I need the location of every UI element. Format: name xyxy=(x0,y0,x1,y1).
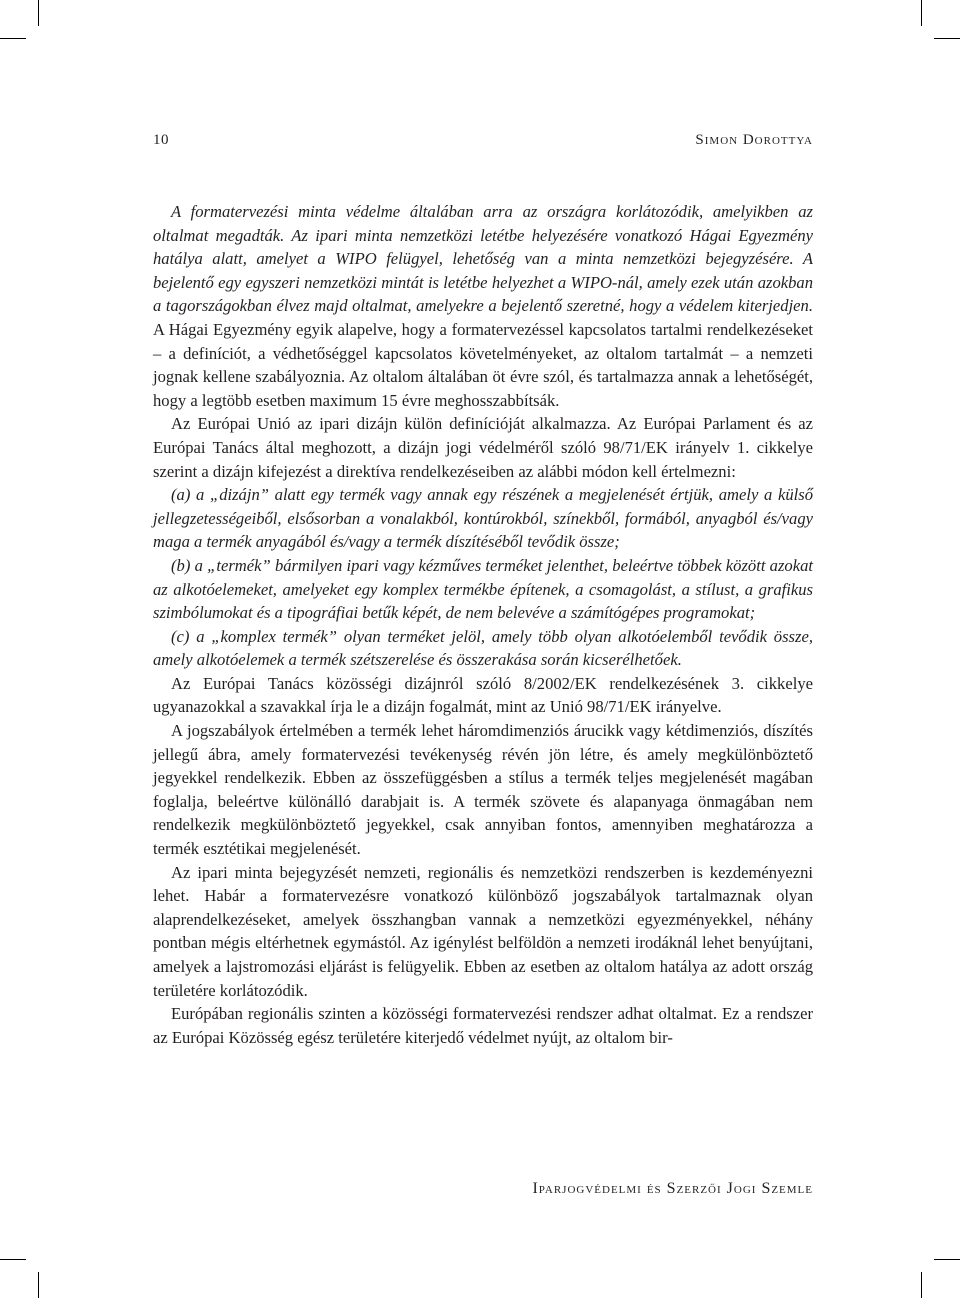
definition-c: (c) a „komplex termék” olyan terméket jelöl, amely több olyan alkotóelemből tevődik össze, amely alkotóelemek a termék szétszerelése és összerakása során kicserélhetőek. xyxy=(153,626,813,670)
definition-a: (a) a „dizájn” alatt egy termék vagy annak egy részének a megjelenését értjük, amely a külső jellegzetességeiből, elsősorban a vonalakból, kontúrokból, színekből, formából, anyagból és/vagy maga a termék anyagából és/vagy a termék díszítéséből tevődik össze; xyxy=(153,485,813,552)
paragraph-1 xyxy=(153,200,813,412)
page-number: 10 xyxy=(153,132,169,148)
paragraph-1-italic: A formatervezési minta védelme általában arra az országra korlátozódik, amelyikben az oltalmat megadták. Az ipari minta nemzetközi letétbe helyezésére vonatkozó Hágai Egyezmény hatálya alatt, amelyet a WIPO felügyel, lehetőség van a minta nemzetközi bejegyzésére. A bejelentő egy egyszeri nemzetközi mintát is letétbe helyezhet a WIPO-nál, amely ezek után azokban a tagországokban élvez majd oltalmat, amelyekre a bejelentő szeretné, hogy a védelem kiterjedjen. xyxy=(153,202,813,316)
crop-mark-bottom-left xyxy=(38,1272,39,1298)
crop-mark-bottom-left-h xyxy=(0,1259,26,1260)
paragraph-6: Európában regionális szinten a közösségi formatervezési rendszer adhat oltalmat. Ez a rendszer az Európai Közösség egész területére kiterjedő védelmet nyújt, az oltalom bir- xyxy=(153,1004,813,1047)
paragraph-2: Az Európai Unió az ipari dizájn külön definícióját alkalmazza. Az Európai Parlament és az Európai Tanács által meghozott, a dizájn jogi védelméről szóló 98/71/EK irányelv 1. cikkelye szerint a dizájn kifejezést a direktíva rendelkezéseiben az alábbi módon kell értelmezni: xyxy=(153,414,813,481)
crop-mark-top-left xyxy=(38,0,39,26)
crop-mark-bottom-right-h xyxy=(934,1259,960,1260)
paragraph-1-roman: A Hágai Egyezmény egyik alapelve, hogy a formatervezéssel kapcsolatos tartalmi rendelkezéseket – a definíciót, a védhetőséggel kapcsolatos követelményeket, az oltalom tartalmát – a nemzeti jognak kellene szabályoznia. Az oltalom általában öt évre szól, és tartalmazza annak a lehetőségét, hogy a legtöbb esetben maximum 15 évre meghosszabbítsák. xyxy=(153,319,813,410)
running-head xyxy=(153,132,813,149)
crop-mark-bottom-right xyxy=(921,1272,922,1298)
journal-title: Iparjogvédelmi és Szerzői Jogi Szemle xyxy=(532,1180,813,1197)
paragraph-4: A jogszabályok értelmében a termék lehet háromdimenziós árucikk vagy kétdimenziós, díszítés jellegű ábra, amely formatervezési tevékenység révén jön létre, és amely megkülönböztető jegyekkel rendelkezik. Ebben az összefüggésben a stílus a termék teljes megjelenését magában foglalja, beleértve különálló darabjait is. A termék szövete és alapanyaga önmagában nem rendelkezik megkülönböztető jegyekkel, csak annyiban fontos, amennyiben meghatározza a termék esztétikai megjelenését. xyxy=(153,721,813,859)
crop-mark-top-left-h xyxy=(0,38,26,39)
paragraph-3: Az Európai Tanács közösségi dizájnról szóló 8/2002/EK rendelkezésének 3. cikkelye ugyanazokkal a szavakkal írja le a dizájn fogalmát, mint az Unió 98/71/EK irányelve. xyxy=(153,673,813,717)
body-text xyxy=(153,200,813,1049)
definition-b: (b) a „termék” bármilyen ipari vagy kézműves terméket jelenthet, beleértve többek között azokat az alkotóelemeket, amelyeket egy komplex termékbe építenek, a csomagolást, a stílust, a grafikus szimbólumokat és a tipográfiai betűk képét, de nem belevéve a számítógépes programokat; xyxy=(153,555,813,623)
paragraph-5: Az ipari minta bejegyzését nemzeti, regionális és nemzetközi rendszerben is kezdeményezni lehet. Habár a formatervezésre vonatkozó különböző jogszabályok tartalmaznak olyan alaprendelkezéseket, amelyek összhangban vannak a nemzetközi egyezményekkel, néhány pontban mégis eltérhetnek egymástól. Az igénylést belföldön a nemzeti irodáknál lehet benyújtani, amelyek a lajstromozási eljárást is felügyelik. Ebben az esetben az oltalom hatálya az adott ország területére korlátozódik. xyxy=(153,862,813,1000)
crop-mark-top-right-h xyxy=(934,38,960,39)
crop-mark-top-right xyxy=(921,0,922,26)
author-name: Simon Dorottya xyxy=(695,132,813,148)
